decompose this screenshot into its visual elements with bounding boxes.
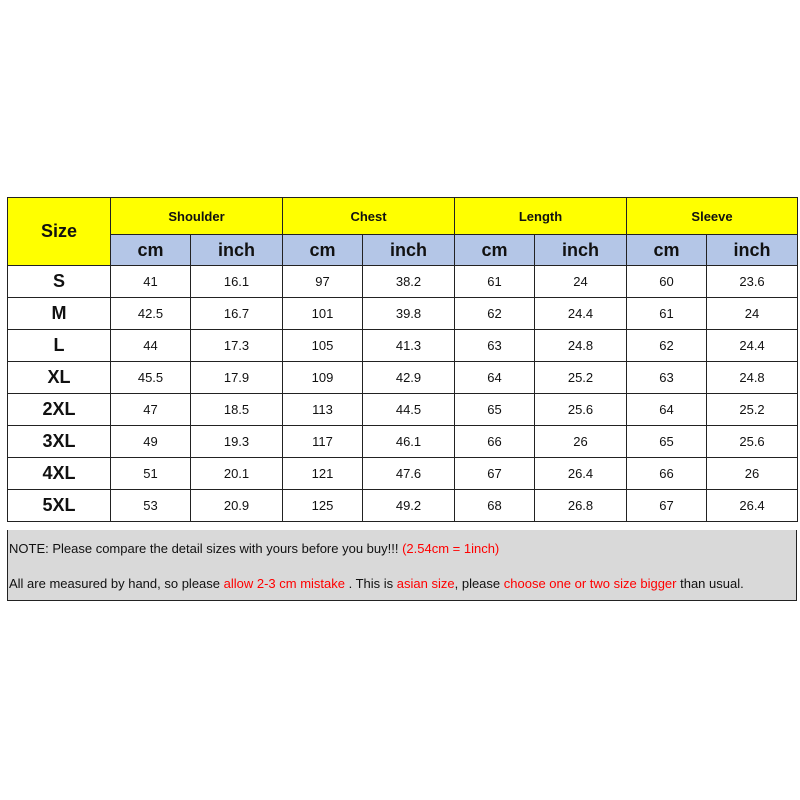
chest-header: Chest (283, 198, 455, 235)
size-label: 4XL (8, 458, 111, 490)
note-text: than usual. (676, 576, 744, 591)
unit-inch: inch (191, 235, 283, 266)
table-row (8, 490, 798, 522)
measurement-cell: 47.6 (363, 458, 455, 490)
measurement-cell: 67 (455, 458, 535, 490)
measurement-cell: 17.3 (191, 330, 283, 362)
measurement-cell: 26 (535, 426, 627, 458)
measurement-cell: 41.3 (363, 330, 455, 362)
table-row (8, 298, 798, 330)
size-label: 3XL (8, 426, 111, 458)
measurement-cell: 66 (455, 426, 535, 458)
measurement-cell: 44.5 (363, 394, 455, 426)
measurement-cell: 20.1 (191, 458, 283, 490)
note-text: NOTE: Please compare the detail sizes with yours before you buy!!! (9, 541, 403, 556)
measurement-cell: 45.5 (111, 362, 191, 394)
conversion-note: (2.54cm = 1inch) (402, 541, 500, 556)
measurement-cell: 62 (455, 298, 535, 330)
note-text: . This is (345, 576, 397, 591)
measurement-cell: 42.9 (363, 362, 455, 394)
unit-cm: cm (627, 235, 707, 266)
unit-header-row (8, 235, 798, 266)
table-row (8, 394, 798, 426)
note-line-2 (9, 576, 744, 591)
measurement-cell: 26.4 (707, 490, 798, 522)
group-header-row (8, 198, 798, 235)
size-chart-table (7, 197, 798, 522)
unit-cm: cm (111, 235, 191, 266)
measurement-cell: 24.8 (707, 362, 798, 394)
sleeve-header: Sleeve (627, 198, 798, 235)
note-text: , please (454, 576, 504, 591)
measurement-cell: 65 (455, 394, 535, 426)
unit-cm: cm (283, 235, 363, 266)
measurement-cell: 20.9 (191, 490, 283, 522)
measurement-cell: 16.7 (191, 298, 283, 330)
measurement-cell: 38.2 (363, 266, 455, 298)
measurement-cell: 18.5 (191, 394, 283, 426)
measurement-cell: 17.9 (191, 362, 283, 394)
measurement-cell: 49.2 (363, 490, 455, 522)
measurement-cell: 24.4 (707, 330, 798, 362)
table-row (8, 458, 798, 490)
measurement-cell: 42.5 (111, 298, 191, 330)
measurement-cell: 25.2 (707, 394, 798, 426)
measurement-cell: 26 (707, 458, 798, 490)
size-up-note: choose one or two size bigger (503, 576, 677, 591)
measurement-cell: 68 (455, 490, 535, 522)
measurement-cell: 65 (627, 426, 707, 458)
measurement-cell: 25.6 (707, 426, 798, 458)
size-label: 5XL (8, 490, 111, 522)
measurement-cell: 26.8 (535, 490, 627, 522)
note-box (7, 530, 797, 601)
unit-cm: cm (455, 235, 535, 266)
table-row (8, 266, 798, 298)
measurement-cell: 117 (283, 426, 363, 458)
measurement-cell: 24.8 (535, 330, 627, 362)
size-label: XL (8, 362, 111, 394)
measurement-cell: 64 (627, 394, 707, 426)
length-header: Length (455, 198, 627, 235)
measurement-cell: 16.1 (191, 266, 283, 298)
measurement-cell: 109 (283, 362, 363, 394)
measurement-cell: 60 (627, 266, 707, 298)
measurement-cell: 47 (111, 394, 191, 426)
measurement-cell: 39.8 (363, 298, 455, 330)
measurement-cell: 125 (283, 490, 363, 522)
mistake-note: allow 2-3 cm mistake (223, 576, 346, 591)
measurement-cell: 25.2 (535, 362, 627, 394)
measurement-cell: 121 (283, 458, 363, 490)
size-label: S (8, 266, 111, 298)
table-row (8, 330, 798, 362)
table-row (8, 362, 798, 394)
measurement-cell: 24 (707, 298, 798, 330)
measurement-cell: 53 (111, 490, 191, 522)
measurement-cell: 63 (455, 330, 535, 362)
measurement-cell: 24 (535, 266, 627, 298)
measurement-cell: 23.6 (707, 266, 798, 298)
measurement-cell: 41 (111, 266, 191, 298)
measurement-cell: 61 (455, 266, 535, 298)
measurement-cell: 63 (627, 362, 707, 394)
asian-size-note: asian size (396, 576, 455, 591)
unit-inch: inch (363, 235, 455, 266)
measurement-cell: 101 (283, 298, 363, 330)
measurement-cell: 49 (111, 426, 191, 458)
measurement-cell: 66 (627, 458, 707, 490)
note-text: All are measured by hand, so please (9, 576, 224, 591)
unit-inch: inch (707, 235, 798, 266)
measurement-cell: 44 (111, 330, 191, 362)
measurement-cell: 61 (627, 298, 707, 330)
measurement-cell: 62 (627, 330, 707, 362)
measurement-cell: 46.1 (363, 426, 455, 458)
measurement-cell: 64 (455, 362, 535, 394)
measurement-cell: 24.4 (535, 298, 627, 330)
measurement-cell: 105 (283, 330, 363, 362)
measurement-cell: 51 (111, 458, 191, 490)
measurement-cell: 113 (283, 394, 363, 426)
measurement-cell: 97 (283, 266, 363, 298)
measurement-cell: 26.4 (535, 458, 627, 490)
table-row (8, 426, 798, 458)
size-label: M (8, 298, 111, 330)
size-header: Size (8, 198, 111, 266)
unit-inch: inch (535, 235, 627, 266)
size-label: L (8, 330, 111, 362)
shoulder-header: Shoulder (111, 198, 283, 235)
size-label: 2XL (8, 394, 111, 426)
measurement-cell: 25.6 (535, 394, 627, 426)
note-line-1 (9, 541, 499, 556)
measurement-cell: 19.3 (191, 426, 283, 458)
measurement-cell: 67 (627, 490, 707, 522)
